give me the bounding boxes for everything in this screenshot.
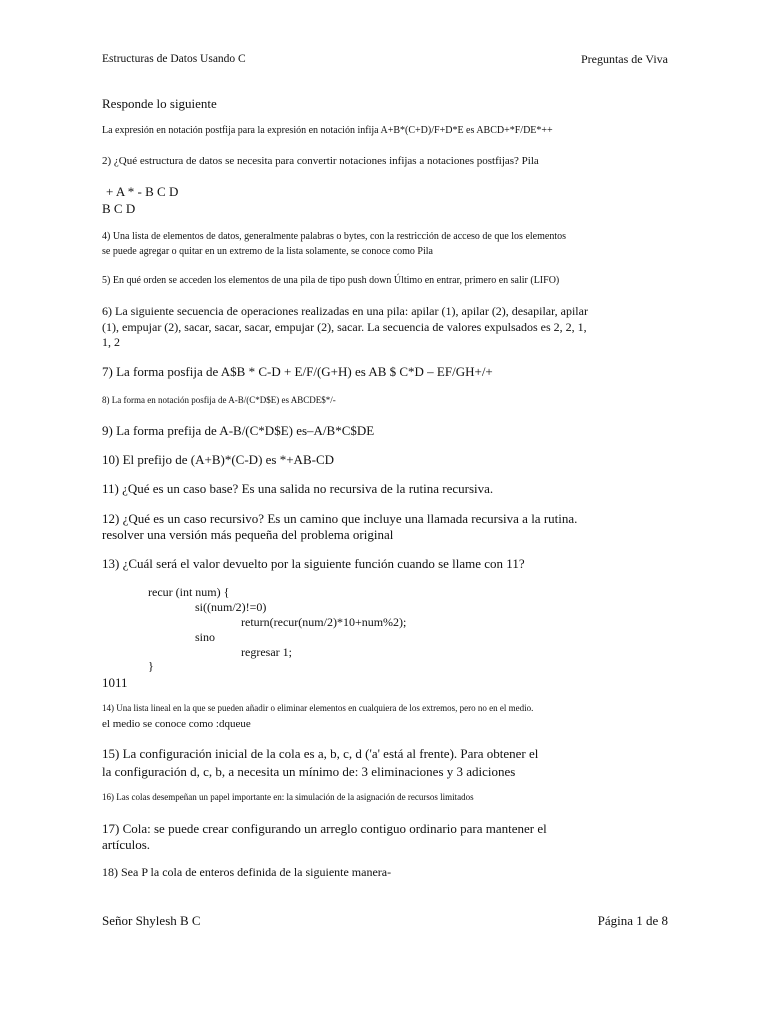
question-14-line-1: 14) Una lista lineal en la que se pueden añadir o eliminar elementos en cualquiera de los extremos, pero no en el medio. (102, 703, 534, 713)
code-line-5: regresar 1; (241, 645, 292, 659)
question-6-line-2: (1), empujar (2), sacar, sacar, sacar, empujar (2), sacar. La secuencia de valores expulsados es 2, 2, 1, (102, 320, 587, 334)
question-1: La expresión en notación postfija para la expresión en notación infija A+B*(C+D)/F+D*E es ABCD+*F/DE*++ (102, 125, 553, 136)
footer-author: Señor Shylesh B C (102, 913, 201, 928)
header-section: Preguntas de Viva (580, 52, 668, 66)
question-4-line-1: 4) Una lista de elementos de datos, generalmente palabras o bytes, con la restricción de acceso de que los elementos (102, 231, 566, 242)
footer-page-number: Página 1 de 8 (597, 913, 668, 928)
question-15-line-2: la configuración d, c, b, a necesita un mínimo de: 3 eliminaciones y 3 adiciones (102, 764, 516, 779)
question-13: 13) ¿Cuál será el valor devuelto por la siguiente función cuando se llame con 11? (102, 556, 525, 571)
question-8: 8) La forma en notación posfija de A-B/(C*D$E) es ABCDE$*/- (102, 395, 336, 405)
question-17-line-1: 17) Cola: se puede crear configurando un arreglo contiguo ordinario para mantener el (102, 821, 547, 836)
question-3-line-2: B C D (102, 201, 136, 216)
code-line-6: } (148, 659, 154, 673)
question-5: 5) En qué orden se acceden los elementos de una pila de tipo push down Último en entrar, primero en salir (LIFO) (102, 275, 560, 286)
header-title: Estructuras de Datos Usando C (102, 53, 246, 65)
page-heading: Responde lo siguiente (102, 96, 217, 111)
question-11: 11) ¿Qué es un caso base? Es una salida no recursiva de la rutina recursiva. (102, 481, 494, 496)
question-9: 9) La forma prefija de A-B/(C*D$E) es–A/B*C$DE (102, 423, 375, 438)
question-7: 7) La forma posfija de A$B * C-D + E/F/(G+H) es AB $ C*D – EF/GH+/+ (102, 364, 493, 379)
question-12-line-1: 12) ¿Qué es un caso recursivo? Es un camino que incluye una llamada recursiva a la rutina. (102, 511, 578, 526)
code-line-2: si((num/2)!=0) (195, 600, 267, 614)
question-13-answer: 1011 (102, 675, 128, 690)
code-line-1: recur (int num) { (148, 585, 230, 599)
question-10: 10) El prefijo de (A+B)*(C-D) es *+AB-CD (102, 452, 335, 467)
question-3-line-1: + A * - B C D (106, 184, 179, 199)
question-16: 16) Las colas desempeñan un papel importante en: la simulación de la asignación de recursos limitados (102, 792, 474, 802)
question-14-line-2: el medio se conoce como :dqueue (102, 718, 251, 730)
question-12-line-2: resolver una versión más pequeña del problema original (102, 527, 394, 542)
question-15-line-1: 15) La configuración inicial de la cola es a, b, c, d ('a' está al frente). Para obtener el (102, 746, 539, 761)
code-line-4: sino (195, 630, 216, 644)
question-6-line-1: 6) La siguiente secuencia de operaciones realizadas en una pila: apilar (1), apilar (2), desapilar, apilar (102, 304, 588, 318)
question-18: 18) Sea P la cola de enteros definida de la siguiente manera- (102, 865, 392, 879)
question-17-line-2: artículos. (102, 837, 151, 852)
code-line-3: return(recur(num/2)*10+num%2); (241, 615, 407, 629)
question-6-line-3: 1, 2 (102, 335, 120, 349)
question-2: 2) ¿Qué estructura de datos se necesita para convertir notaciones infijas a notaciones postfijas? Pila (102, 155, 539, 167)
question-4-line-2: se puede agregar o quitar en un extremo de la lista solamente, se conoce como Pila (102, 246, 433, 257)
